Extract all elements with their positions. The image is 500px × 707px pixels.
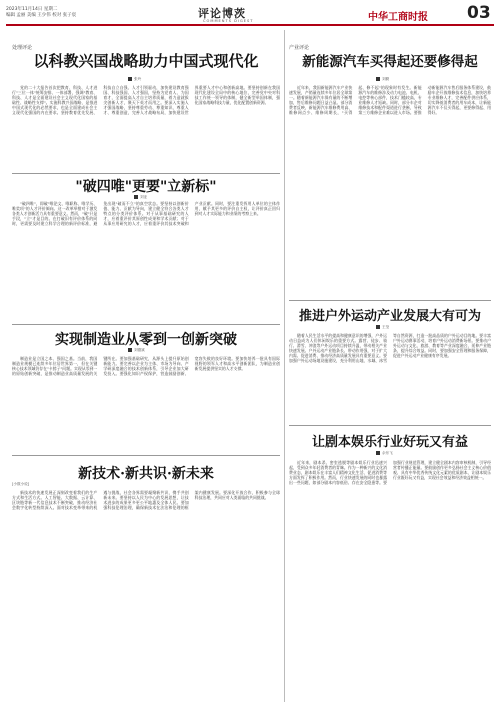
- article-3-title: 实现制造业从零到一创新突破: [55, 332, 237, 348]
- article-2-author: 刘亚: [140, 195, 148, 199]
- divider: [12, 173, 280, 174]
- divider: [12, 455, 280, 456]
- article-4-byline: [小数小说]: [12, 482, 30, 486]
- article-5-byline: [376, 77, 389, 82]
- article-5-author: 刘勤: [382, 77, 390, 81]
- article-1-title: 以科教兴国战略助力中国式现代化: [33, 52, 259, 70]
- divider: [289, 425, 491, 426]
- byline-marker-icon: [376, 451, 380, 455]
- article-7-author: 余东飞: [382, 451, 393, 455]
- byline-marker-icon: [128, 348, 132, 352]
- article-6-title: 推进户外运动产业发展大有可为: [298, 309, 481, 324]
- column-divider: [284, 30, 285, 702]
- article-3-body: 制造业是立国之本、强国之基。当前，我国制造业规模已连续多年位居世界第一，但在关键核心技术领域仍存在"卡脖子"问题。实现从零到一的原始创新突破，是推动制造业高质量发展的关键所在。要加强基础研究，从源头上提升原始创新能力。要完善以企业为主体、市场为导向、产学研深度融合的技术创新体系，引导企业加大研发投入。要强化知识产权保护，营造鼓励创新、宽容失败的良好环境。要加快培养一批具有国际视野的领军人才和高水平创新团队，为制造业创新发展提供坚实的人才支撑。: [12, 356, 280, 377]
- article-6-body: 随着人民生活水平的提高和健康意识的增强，户外运动日益成为人们休闲娱乐的重要方式。露营、徒步、骑行、滑雪、冲浪等户外运动项目持续升温，带动相关产业快速发展。户外运动产业链条长、带动作用强，对于扩大内需、促进消费、推动经济高质量发展具有重要意义。要加强户外运动场地设施建设，充分利用山地、水域、冰雪等自然资源，打造一批高品质的户外运动目的地。要丰富户外运动赛事活动，培育户外运动消费新场景。要推动户外运动与文化、旅游、教育等产业深度融合，延伸产业链条，提升综合效益。同时，要加强安全管理和服务保障，促进户外运动产业健康有序发展。: [289, 333, 491, 364]
- article-7-body: 近年来，剧本杀、密室逃脱等剧本娱乐行业迅速兴起，受到众多年轻消费者的青睐。作为一种新兴的文化消费业态，剧本娱乐在丰富人们精神文化生活、促进消费等方面发挥了积极作用。然而，行业快速发展的同时也暴露出一些问题，如部分剧本内容低俗、存在安全隐患等。要加强行业规范管理，建立健全剧本内容审核机制，引导经营者传播正能量。要鼓励创作更多弘扬社会主义核心价值观、具有中华优秀传统文化元素的优质剧本，让剧本娱乐行业既好玩又有益，实现社会效益和经济效益相统一。: [289, 460, 491, 486]
- article-2-body: "破四唯"，即破"唯论文、唯职称、唯学历、唯奖项"的人才评价倾向。这一改革举措对于激发各类人才创新活力具有重要意义。然而，"破"只是手段，"立"才是目的。在打破旧有评价体系的同时，更需要及时建立科学合理的新评价标准，避免出现"破而不立"的真空状态。要坚持以创新价值、能力、贡献为导向，建立健全符合各类人才特点的分类评价体系。对于从事基础研究的人才，应着重评价其原创性成果和学术贡献；对于从事应用研究的人才，应着重评价其技术突破和产业贡献。同时，要注重发挥用人单位的主体作用，赋予其更多的评价自主权，让评价真正回归到对人才实际能力和业绩的考察上来。: [12, 201, 280, 227]
- byline-marker-icon: [376, 77, 380, 81]
- article-3-byline: [128, 348, 145, 353]
- article-1-body: 党的二十大报告首次把教育、科技、人才进行"三位一体"统筹安排、一体部署，强调"教育、科技、人才是全面建设社会主义现代化国家的基础性、战略性支撑"。实施科教兴国战略，是推进中国式现代化的必然要求，也是全面建成社会主义现代化强国的内在要求。坚持教育优先发展、科技自立自强、人才引领驱动，加快建设教育强国、科技强国、人才强国，坚持为党育人、为国育才，全面提高人才自主培养质量，着力造就拔尖创新人才，聚天下英才而用之。要深入实施人才强国战略，坚持尊重劳动、尊重知识、尊重人才、尊重创造，完善人才战略布局，加快建设世界重要人才中心和创新高地。要坚持创新在我国现代化建设全局中的核心地位，完善党中央对科技工作统一领导的体制，健全新型举国体制，强化国家战略科技力量，优化配置创新资源。: [12, 85, 280, 116]
- article-7-byline: [376, 451, 393, 456]
- article-3-author: 刘德斌: [134, 348, 145, 352]
- article-7-title: 让剧本娱乐行业好玩又有益: [311, 435, 468, 450]
- byline-marker-icon: [376, 325, 380, 329]
- section-label-right: 产业评论: [289, 45, 310, 51]
- article-2-title: "破四唯"更要"立新标": [75, 179, 217, 195]
- divider: [12, 324, 280, 325]
- byline-marker-icon: [134, 195, 138, 199]
- divider: [289, 300, 491, 301]
- section-label-left: 处理评论: [12, 45, 33, 51]
- article-2-byline: [134, 195, 147, 200]
- paper-name: 中华工商时报: [368, 12, 428, 23]
- article-5-body: 近年来，我国新能源汽车产业快速发展，产销量连续多年位居全球第一。随着新能源汽车保有量的不断增加，售后维修问题日益凸显。部分消费者反映，新能源汽车维修费用高、维修网点少、维修周期长，"买得起、修不起"的现象时有发生。新能源汽车的维修涉及动力电池、电机、电控等核心部件，技术门槛较高，专业维修人才短缺。同时，部分车企对维修技术和配件渠道进行垄断，导致第三方维修企业难以进入市场。要推动新能源汽车售后服务体系建设，鼓励车企开放维修技术信息，加快培养专业维修人才，完善配件供应体系，切实降低消费者的用车成本，让新能源汽车不仅买得起，更要修得起、用得好。: [289, 85, 491, 116]
- article-6-author: 王莹: [382, 325, 390, 329]
- article-1-byline: [128, 77, 141, 82]
- article-4-title: 新技术·新共识·新未来: [78, 466, 214, 482]
- masthead: 评论博茨: [198, 7, 246, 20]
- editor-line: 编辑 孟丽 美编 王少伟 校对 张子宸: [6, 13, 77, 18]
- byline-marker-icon: [128, 77, 132, 81]
- issue-date: 2023年11月14日 星期二: [6, 7, 58, 12]
- article-6-byline: [376, 325, 389, 330]
- article-5-title: 新能源汽车买得起还要修得起: [302, 54, 478, 70]
- article-1-author: 张玲: [134, 77, 142, 81]
- masthead-subtitle: COMMENTS DIGEST: [203, 19, 254, 23]
- page-number: 03: [467, 3, 491, 23]
- header-rule: [6, 24, 494, 26]
- article-4-body: 新技术的快速发展正深刻改变着我们的生产方式和生活方式。人工智能、大数据、云计算、区块链等新一代信息技术不断突破，推动经济社会数字化转型持续深入。面对技术变革带来的机遇与挑战，社会各界需要凝聚新共识，携手共创新未来。要坚持以人民为中心的发展思想，让技术进步的成果更多更公平地惠及全体人民。要加强科技伦理治理，确保新技术在法治和伦理的框架内健康发展。要深化开放合作，积极参与全球科技治理，共同应对人类面临的共同挑战。: [12, 490, 280, 511]
